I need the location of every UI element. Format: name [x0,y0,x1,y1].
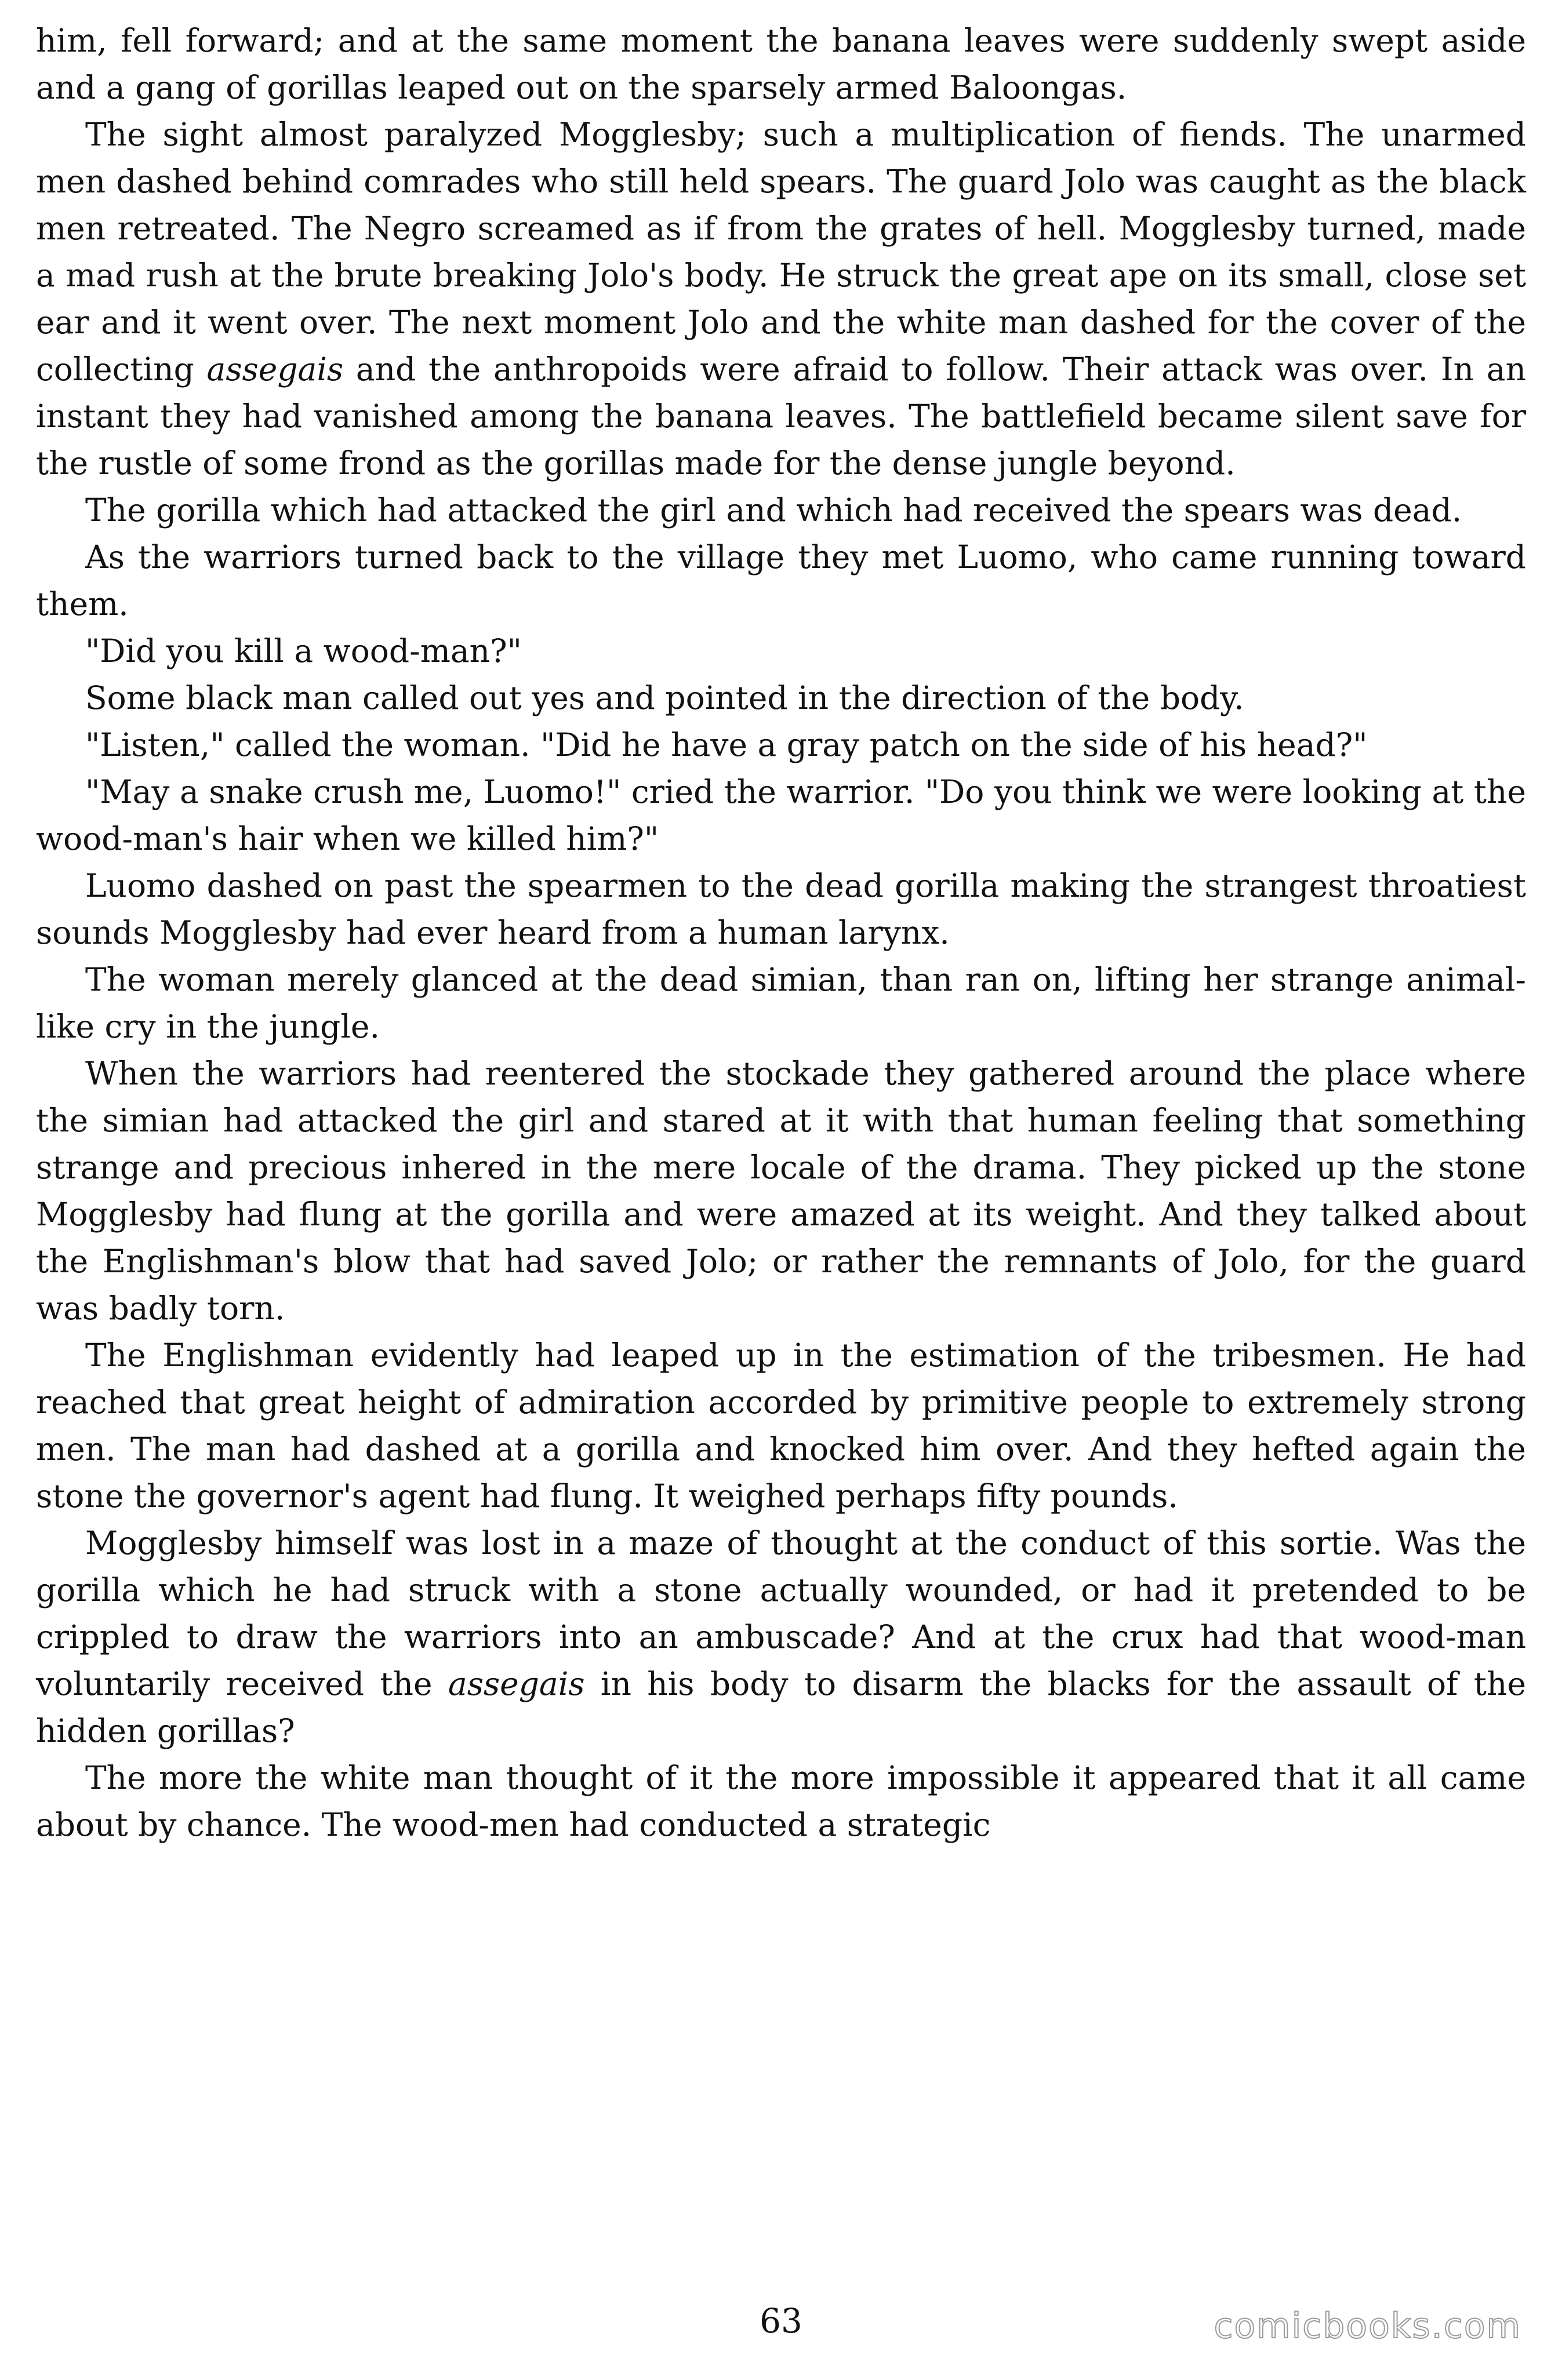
paragraph-8: "May a snake crush me, Luomo!" cried the warrior. "Do you think we were looking at the wood-man's hair when we killed him?" [36,773,1526,857]
paragraph-4: As the warriors turned back to the village they met Luomo, who came running toward them. [36,538,1526,623]
paragraph-7: "Listen," called the woman. "Did he have a gray patch on the side of his head?" [85,726,1368,763]
paragraph-1: him, fell forward; and at the same moment the banana leaves were suddenly swept aside and a gang of gorillas leaped out on the sparsely armed Baloongas. [36,22,1526,106]
paragraph-9: Luomo dashed on past the spearmen to the dead gorilla making the strangest throatiest sounds Mogglesby had ever heard from a human larynx. [36,867,1526,951]
paragraph-2: The sight almost paralyzed Mogglesby; such a multiplication of fiends. The unarmed men dashed behind comrades who still held spears. The guard Jolo was caught as the black men retreated. The Negro screamed as if from the grates of hell. Mogglesby turned, made a mad rush at the brute breaking Jolo's body. He struck the great ape on its small, close set ear and it went over. The next moment Jolo and the white man dashed for the cover of the collecting assegais and the anthropoids were afraid to follow. Their attack was over. In an instant they had vanished among the banana leaves. The battlefield became silent save for the rustle of some frond as the gorillas made for the dense jungle beyond. [36,116,1526,482]
watermark: comicbooks.com [1214,2306,1521,2346]
italic-word: assegais [448,1665,585,1702]
page-body [36,17,1526,2371]
paragraph-3: The gorilla which had attacked the girl and which had received the spears was dead. [85,492,1462,529]
paragraph-6: Some black man called out yes and pointed in the direction of the body. [85,679,1244,716]
paragraph-5: "Did you kill a wood-man?" [85,632,522,669]
italic-word: assegais [206,351,344,388]
paragraph-14: The more the white man thought of it the more impossible it appeared that it all came about by chance. The wood-men had conducted a strategic [36,1759,1526,1843]
paragraph-13: Mogglesby himself was lost in a maze of thought at the conduct of this sortie. Was the gorilla which he had struck with a stone actually wounded, or had it pretended to be crippled to draw the warriors into an ambuscade? And at the crux had that wood-man voluntarily received the assegais in his body to disarm the blacks for the assault of the hidden gorillas? [36,1524,1526,1749]
page-number: 63 [760,2301,802,2341]
paragraph-11: When the warriors had reentered the stockade they gathered around the place where the simian had attacked the girl and stared at it with that human feeling that something strange and precious inhered in the mere locale of the drama. They picked up the stone Mogglesby had flung at the gorilla and were amazed at its weight. And they talked about the Englishman's blow that had saved Jolo; or rather the remnants of Jolo, for the guard was badly torn. [36,1055,1526,1327]
paragraph-10: The woman merely glanced at the dead simian, than ran on, lifting her strange animal-like cry in the jungle. [36,961,1526,1045]
paragraph-12: The Englishman evidently had leaped up in the estimation of the tribesmen. He had reached that great height of admiration accorded by primitive people to extremely strong men. The man had dashed at a gorilla and knocked him over. And they hefted again the stone the governor's agent had flung. It weighed perhaps fifty pounds. [36,1337,1526,1515]
